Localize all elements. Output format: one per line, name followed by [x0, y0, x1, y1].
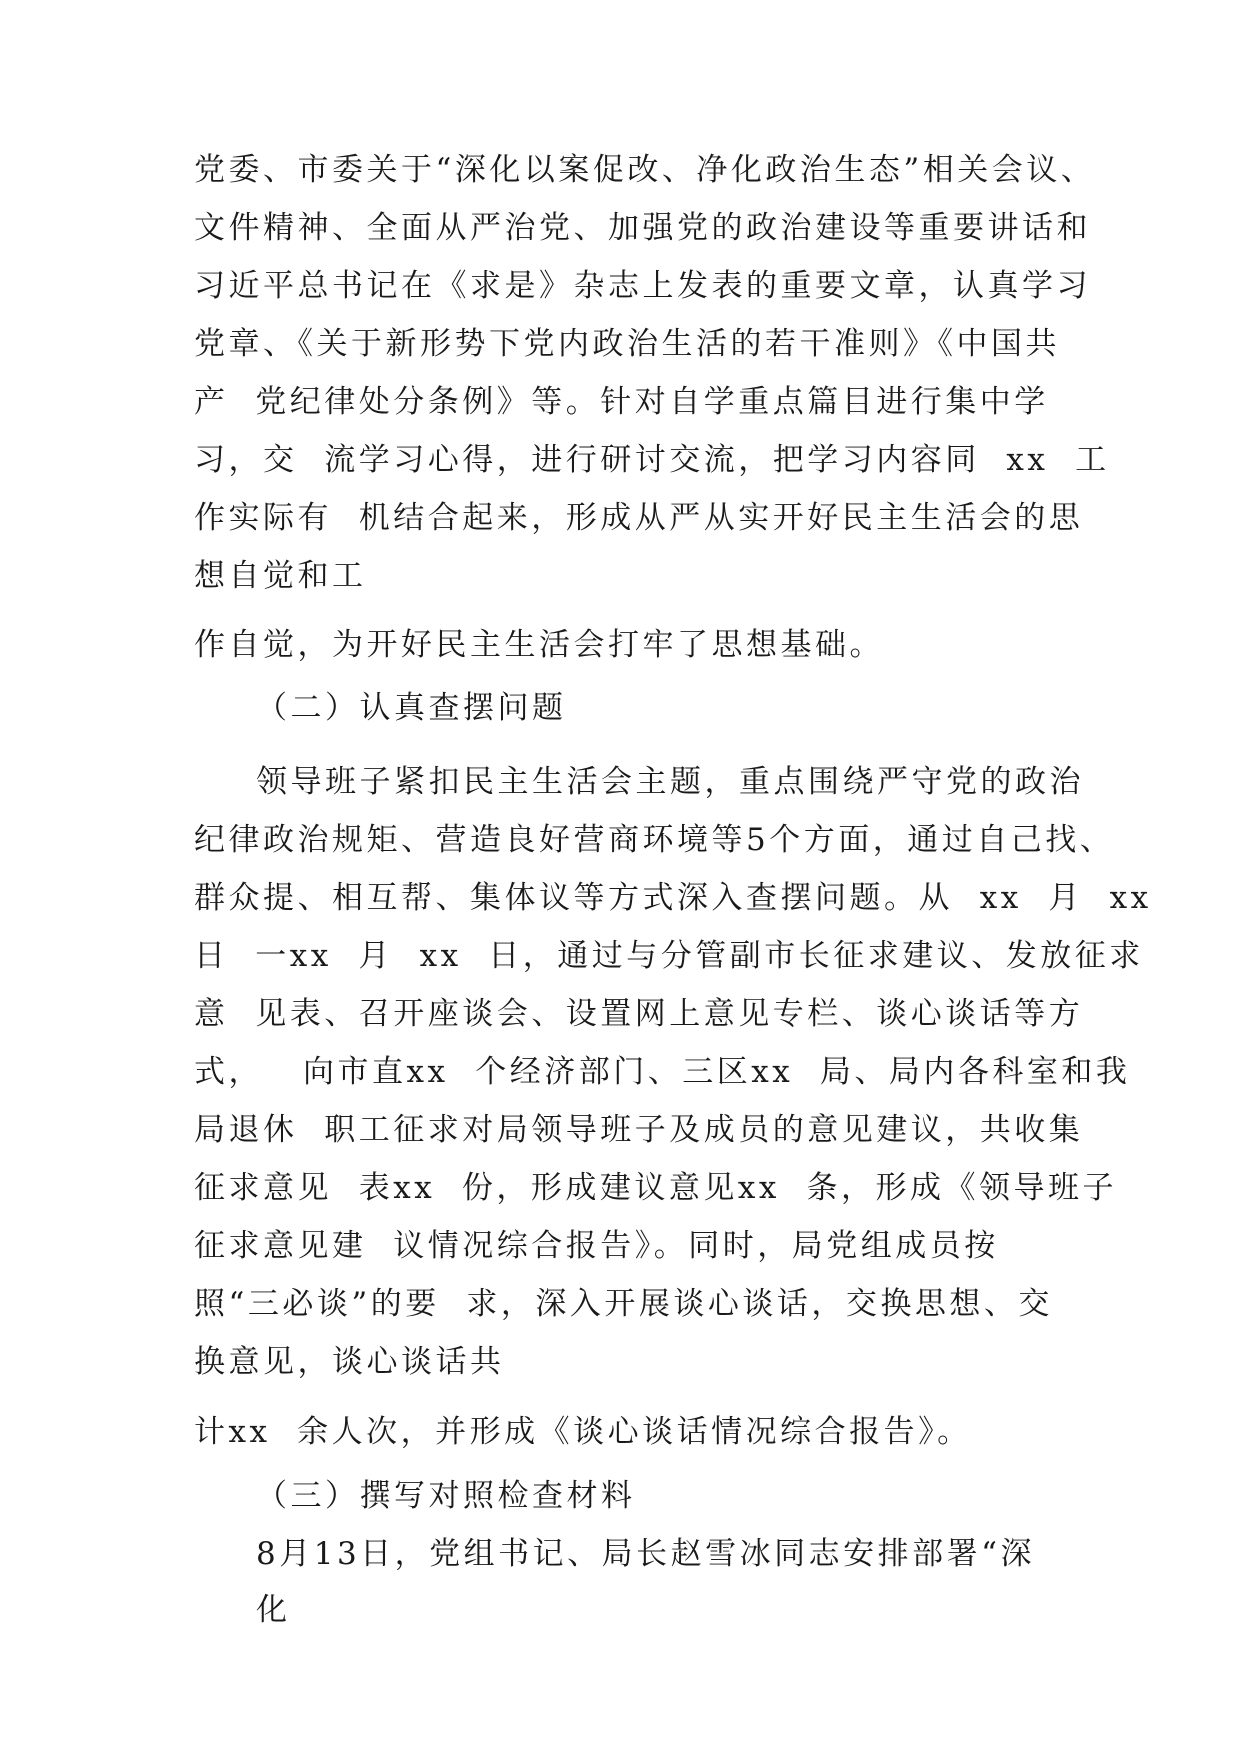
text-line-13: 群众提、相互帮、集体议等方式深入查摆问题。从 xx 月 xx: [194, 880, 1152, 916]
text-line-6: 习，交 流学习心得，进行研讨交流，把学习内容同 xx 工: [194, 442, 1110, 478]
text-line-2: 文件精神、全面从严治党、加强党的政治建设等重要讲话和: [194, 210, 1091, 246]
text-line-8: 想自觉和工: [194, 558, 367, 594]
text-line-14: 日 一xx 月 xx 日，通过与分管副市长征求建议、发放征求: [194, 938, 1144, 974]
text-line-25: 化: [256, 1592, 291, 1628]
text-line-22: 计xx 余人次，并形成《谈心谈话情况综合报告》。: [194, 1414, 972, 1450]
section-heading-2: （二）认真查摆问题: [256, 690, 567, 726]
text-line-11: 领导班子紧扣民主生活会主题，重点围绕严守党的政治: [256, 764, 1084, 800]
text-line-21: 换意见，谈心谈话共: [194, 1344, 505, 1380]
text-line-24: 8月13日，党组书记、局长赵雪冰同志安排部署“深: [256, 1536, 1036, 1572]
text-line-17: 局退休 职工征求对局领导班子及成员的意见建议，共收集: [194, 1112, 1084, 1148]
text-line-7: 作实际有 机结合起来，形成从严从实开好民主生活会的思: [194, 500, 1084, 536]
text-line-19: 征求意见建 议情况综合报告》。同时，局党组成员按: [194, 1228, 999, 1264]
text-line-18: 征求意见 表xx 份，形成建议意见xx 条，形成《领导班子: [194, 1170, 1118, 1206]
section-heading-3: （三）撰写对照检查材料: [256, 1478, 636, 1514]
text-line-12: 纪律政治规矩、营造良好营商环境等5个方面，通过自己找、: [194, 822, 1115, 858]
text-line-3: 习近平总书记在《求是》杂志上发表的重要文章，认真学习: [194, 268, 1091, 304]
text-line-20: 照“三必谈”的要 求，深入开展谈心谈话，交换思想、交: [194, 1286, 1053, 1322]
text-line-16: 式， 向市直xx 个经济部门、三区xx 局、局内各科室和我: [194, 1054, 1131, 1090]
text-line-5: 产 党纪律处分条例》等。针对自学重点篇目进行集中学: [194, 384, 1049, 420]
text-line-15: 意 见表、召开座谈会、设置网上意见专栏、谈心谈话等方: [194, 996, 1084, 1032]
text-line-4: 党章、《关于新形势下党内政治生活的若干准则》《中国共: [194, 326, 1060, 362]
text-line-1: 党委、市委关于“深化以案促改、净化政治生态”相关会议、: [194, 152, 1096, 188]
text-line-9: 作自觉，为开好民主生活会打牢了思想基础。: [194, 627, 884, 663]
